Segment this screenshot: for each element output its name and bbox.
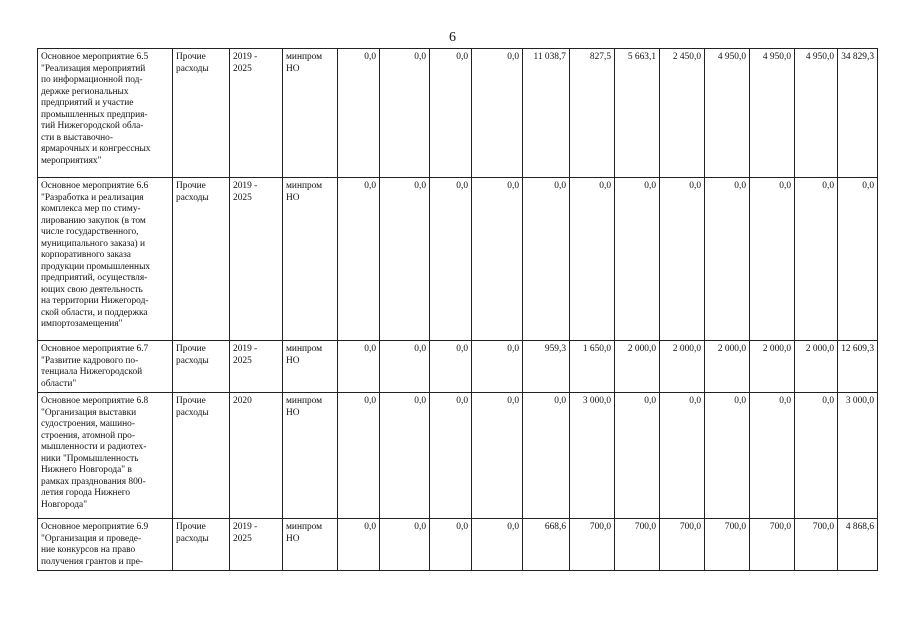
value-cell: 2 000,0 (660, 341, 705, 393)
measure-name-cell: Основное мероприятие 6.8 "Организация выставки судостроения, машино- строения, атомной про- мышленности и радиотех- ники "Промышленность Нижнего Новгорода" в рамках празднования 800- летия города Нижнего Новгорода" (38, 393, 173, 519)
budget-table (37, 48, 878, 571)
value-cell: 3 000,0 (570, 393, 615, 519)
value-cell: 0,0 (705, 178, 750, 341)
value-cell: 0,0 (430, 519, 472, 571)
value-cell: 0,0 (380, 178, 430, 341)
value-cell: 0,0 (660, 178, 705, 341)
measure-name-cell: Основное мероприятие 6.7 "Развитие кадрового по- тенциала Нижегородской области" (38, 341, 173, 393)
value-cell: 4 868,6 (838, 519, 878, 571)
value-cell: 0,0 (795, 178, 838, 341)
table-row (38, 178, 878, 341)
expense-type-cell: Прочие расходы (173, 178, 230, 341)
value-cell: 1 650,0 (570, 341, 615, 393)
table-row (38, 519, 878, 571)
value-cell: 2 000,0 (705, 341, 750, 393)
value-cell: 827,5 (570, 49, 615, 178)
value-cell: 12 609,3 (838, 341, 878, 393)
value-cell: 0,0 (795, 393, 838, 519)
value-cell: 0,0 (472, 178, 523, 341)
value-cell: 0,0 (430, 341, 472, 393)
table-body (38, 49, 878, 571)
value-cell: 0,0 (430, 49, 472, 178)
value-cell: 11 038,7 (523, 49, 570, 178)
value-cell: 0,0 (660, 393, 705, 519)
period-cell: 2019 - 2025 (230, 178, 283, 341)
value-cell: 0,0 (750, 178, 795, 341)
value-cell: 0,0 (380, 49, 430, 178)
value-cell: 0,0 (523, 178, 570, 341)
executor-cell: минпром НО (283, 178, 338, 341)
value-cell: 0,0 (472, 341, 523, 393)
value-cell: 4 950,0 (795, 49, 838, 178)
measure-name-cell: Основное мероприятие 6.9 "Организация и проведе- ние конкурсов на право получения грантов и пре- (38, 519, 173, 571)
period-cell: 2019 - 2025 (230, 519, 283, 571)
period-cell: 2019 - 2025 (230, 341, 283, 393)
table-row (38, 49, 878, 178)
value-cell: 2 000,0 (795, 341, 838, 393)
expense-type-cell: Прочие расходы (173, 49, 230, 178)
value-cell: 0,0 (472, 393, 523, 519)
value-cell: 0,0 (523, 393, 570, 519)
value-cell: 0,0 (472, 519, 523, 571)
value-cell: 5 663,1 (615, 49, 660, 178)
measure-name-cell: Основное мероприятие 6.5 "Реализация мероприятий по информационной под- держке региональных предприятий и участие промышленных предприя- тий Нижегородской обла- сти в выставочно- ярмарочных и конгрессных мероприятиях" (38, 49, 173, 178)
value-cell: 0,0 (570, 178, 615, 341)
executor-cell: минпром НО (283, 393, 338, 519)
period-cell: 2020 (230, 393, 283, 519)
value-cell: 700,0 (705, 519, 750, 571)
value-cell: 0,0 (615, 393, 660, 519)
value-cell: 34 829,3 (838, 49, 878, 178)
value-cell: 700,0 (750, 519, 795, 571)
value-cell: 0,0 (615, 178, 660, 341)
value-cell: 700,0 (615, 519, 660, 571)
value-cell: 0,0 (380, 519, 430, 571)
expense-type-cell: Прочие расходы (173, 393, 230, 519)
value-cell: 959,3 (523, 341, 570, 393)
page-number: 6 (449, 30, 456, 45)
value-cell: 0,0 (338, 49, 380, 178)
executor-cell: минпром НО (283, 341, 338, 393)
value-cell: 0,0 (705, 393, 750, 519)
measure-name-cell: Основное мероприятие 6.6 "Разработка и реализация комплекса мер по стиму- лированию закупок (в том числе государственного, муниципального заказа) и корпоративного заказа продукции промышленных предприятий, осуществля- ющих свою деятельность на территории Нижегород- ской области, и поддержка импортозамещения" (38, 178, 173, 341)
value-cell: 0,0 (472, 49, 523, 178)
value-cell: 0,0 (338, 178, 380, 341)
table-row (38, 341, 878, 393)
value-cell: 4 950,0 (750, 49, 795, 178)
value-cell: 0,0 (750, 393, 795, 519)
value-cell: 0,0 (430, 178, 472, 341)
expense-type-cell: Прочие расходы (173, 519, 230, 571)
value-cell: 0,0 (380, 393, 430, 519)
value-cell: 2 000,0 (750, 341, 795, 393)
value-cell: 2 450,0 (660, 49, 705, 178)
value-cell: 0,0 (380, 341, 430, 393)
value-cell: 4 950,0 (705, 49, 750, 178)
value-cell: 0,0 (338, 393, 380, 519)
executor-cell: минпром НО (283, 519, 338, 571)
value-cell: 0,0 (338, 519, 380, 571)
value-cell: 700,0 (795, 519, 838, 571)
value-cell: 3 000,0 (838, 393, 878, 519)
value-cell: 700,0 (660, 519, 705, 571)
value-cell: 700,0 (570, 519, 615, 571)
period-cell: 2019 - 2025 (230, 49, 283, 178)
table-row (38, 393, 878, 519)
value-cell: 0,0 (338, 341, 380, 393)
executor-cell: минпром НО (283, 49, 338, 178)
value-cell: 668,6 (523, 519, 570, 571)
expense-type-cell: Прочие расходы (173, 341, 230, 393)
value-cell: 0,0 (838, 178, 878, 341)
value-cell: 0,0 (430, 393, 472, 519)
value-cell: 2 000,0 (615, 341, 660, 393)
